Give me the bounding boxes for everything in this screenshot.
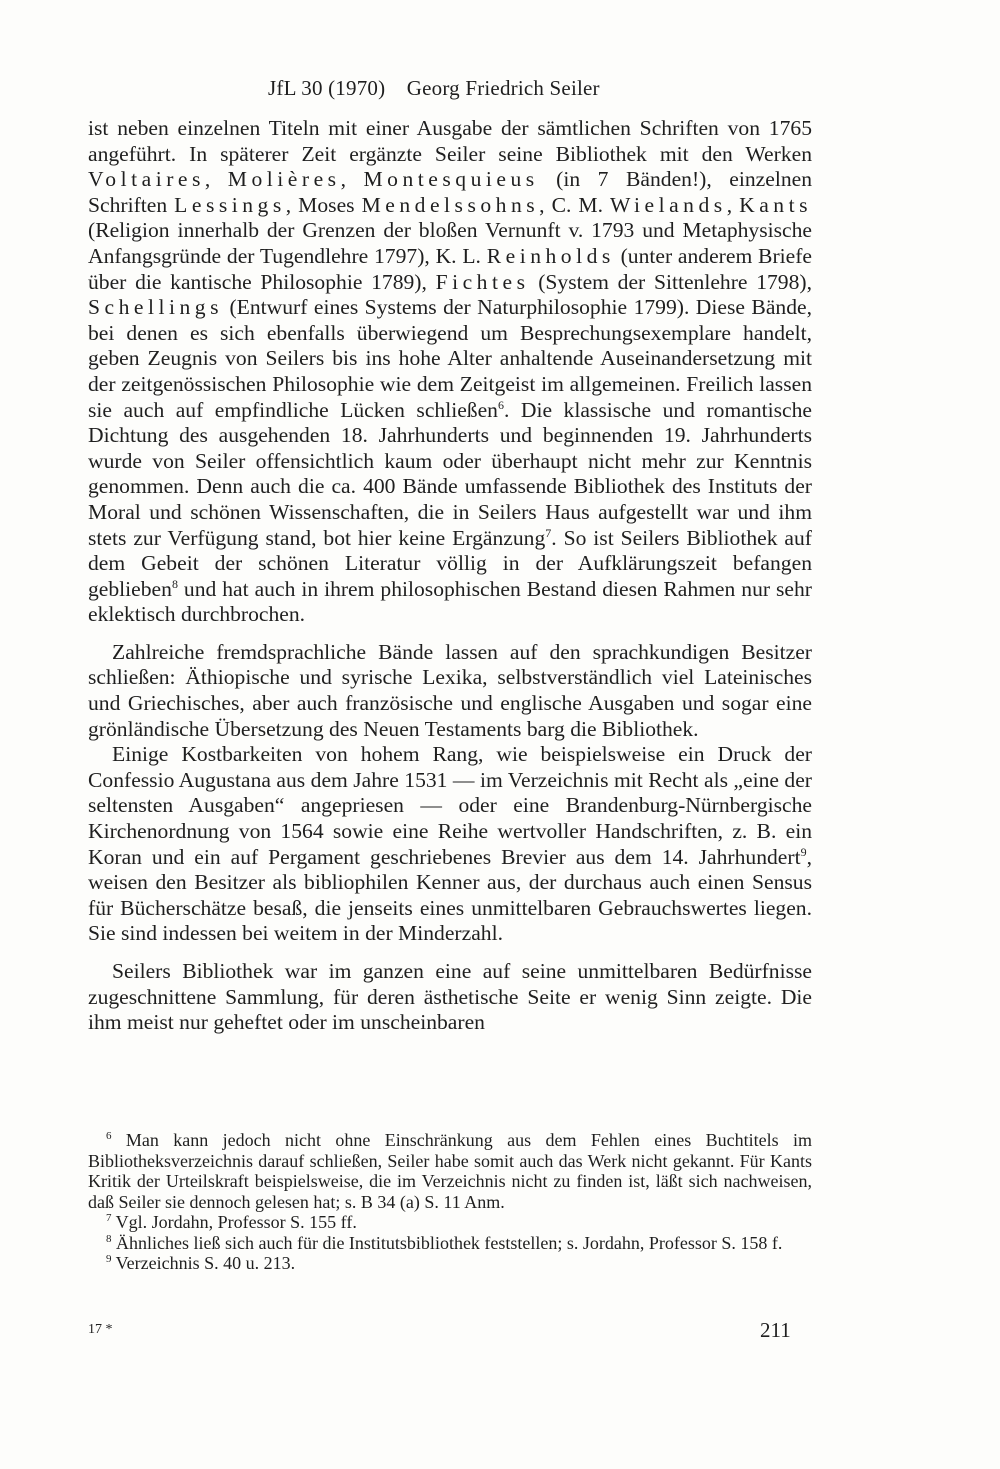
spaced-name-lessing: Lessings: [174, 192, 286, 217]
text-run: (unter anderem Briefe über die kantische Philosophie 1789),: [88, 243, 812, 294]
footnote-7: [88, 1212, 812, 1233]
footnotes: [88, 1130, 812, 1274]
footnote-ref-8: 8: [171, 576, 178, 591]
text-run: ,: [340, 167, 364, 192]
paragraph-2: Zahlreiche fremdsprachliche Bände lassen auf den sprachkundigen Besitzer schließen: Äthiopische und syrische Lexika, selbstverständlich viel Lateinisches und Griechisches, aber auch französische und englische Ausgaben und sogar eine grönländische Übersetzung des Neuen Testaments barg die Bibliothek.: [88, 639, 812, 741]
spaced-name-montesquieu: Montesquieus: [363, 167, 539, 192]
journal-reference: JfL 30 (1970): [268, 76, 386, 100]
text-run: , C. M.: [539, 192, 610, 217]
text-run: , weisen den Besitzer als bibliophilen Kenner aus, der durchaus auch einen Sensus für Bücherschätze besaß, die jenseits eines unmittelbaren Gebrauchswertes liegen. Sie sind indessen bei weitem in der Minderzahl.: [88, 844, 812, 946]
spaced-name-moliere: Molières: [227, 167, 341, 192]
running-header: [268, 76, 600, 101]
text-run: . So ist Seilers Bibliothek auf dem Gebeit der schönen Literatur völlig in der Aufklärungszeit befangen geblieben: [88, 525, 812, 601]
paragraph-1: [88, 116, 812, 628]
footnote-mark: 6: [106, 1130, 112, 1142]
text-run: (System der Sittenlehre 1798),: [529, 269, 812, 294]
footnote-ref-9: 9: [800, 844, 807, 859]
footnote-mark: 8: [106, 1232, 112, 1245]
text-run: (Entwurf eines Systems der Naturphilosophie 1799). Diese Bände, bei denen es sich ebenfalls überwiegend um Besprechungsexemplare handelt, geben Zeugnis von Seilers bis ins hohe Alter anhaltende Auseinandersetzung mit der zeitgenössischen Philosophie wie dem Zeitgeist im allgemeinen. Freilich lassen sie auch auf empfindliche Lücken schließen: [88, 295, 812, 422]
article-author: Georg Friedrich Seiler: [406, 76, 600, 100]
page-number: 211: [760, 1318, 791, 1342]
spaced-name-schelling: Schellings: [88, 295, 223, 320]
text-run: (Religion innerhalb der Grenzen der bloßen Vernunft v. 1793 und Metaphysische Anfangsgründe der Tugendlehre 1797), K. L.: [88, 218, 812, 268]
spaced-name-wieland: Wielands: [610, 192, 727, 217]
spaced-name-mendelssohn: Mendelssohns: [361, 192, 540, 217]
footnote-9: [88, 1253, 812, 1274]
footnote-8: [88, 1233, 812, 1254]
paragraph-4: Seilers Bibliothek war im ganzen eine auf seine unmittelbaren Bedürfnisse zugeschnittene Sammlung, für deren ästhetische Seite er wenig Sinn zeigte. Die ihm meist nur geheftet oder im unscheinbaren: [88, 959, 812, 1035]
text-run: ,: [726, 192, 740, 217]
footnote-text: Man kann jedoch nicht ohne Einschränkung aus dem Fehlen eines Buchtitels im Bibliotheksverzeichnis darauf schließen, Seiler habe somit auch das Werk nicht gekannt. Für Kants Kritik der Urteilskraft beispielsweise, die im Verzeichnis nicht zu finden ist, läßt sich nachweisen, daß Seiler sie dennoch gelesen hat; s. B 34 (a) S. 11 Anm.: [88, 1130, 812, 1212]
main-text: [88, 116, 812, 1036]
text-run: und hat auch in ihrem philosophischen Bestand diesen Rahmen nur sehr eklektisch durchbrochen.: [88, 576, 812, 627]
footnote-mark: 9: [106, 1253, 112, 1265]
spaced-name-voltaire: Voltaires: [88, 167, 205, 192]
text-run: . Die klassische und romantische Dichtung des ausgehenden 18. Jahrhunderts und beginnenden 19. Jahrhunderts wurde von Seiler offensichtlich kaum oder überhaupt nicht mehr zur Kenntnis genommen. Denn auch die ca. 400 Bände umfassende Bibliothek des Instituts der Moral und schönen Wissenschaften, die in Seilers Haus aufgestellt war und ihm stets zur Verfügung stand, bot hier keine Ergänzung: [88, 397, 812, 550]
text-run: ist neben einzelnen Titeln mit einer Ausgabe der sämtlichen Schriften von 1765 angeführt. In späterer Zeit ergänzte Seiler seine Bibliothek mit den Werken: [88, 116, 812, 166]
text-run: ,: [204, 167, 228, 192]
footnote-ref-7: 7: [545, 525, 552, 540]
footnote-text: Verzeichnis S. 40 u. 213.: [111, 1253, 296, 1273]
text-run: , Moses: [285, 192, 362, 217]
footnote-text: Ähnliches ließ sich auch für die Institutsbibliothek feststellen; s. Jordahn, Professor S. 158 f.: [111, 1232, 783, 1253]
printer-signature: 17 *: [88, 1322, 113, 1337]
footnote-text: Vgl. Jordahn, Professor S. 155 ff.: [111, 1212, 357, 1232]
spaced-name-fichte: Fichtes: [435, 269, 530, 294]
text-run: (in 7 Bänden!), einzelnen Schriften: [88, 167, 812, 217]
paragraph-3: [88, 742, 812, 947]
spaced-name-kant: Kants: [739, 192, 812, 217]
footnote-ref-6: 6: [497, 397, 504, 412]
footnote-mark: 7: [106, 1212, 112, 1224]
spaced-name-reinhold: Reinholds: [486, 243, 615, 268]
text-run: Einige Kostbarkeiten von hohem Rang, wie beispielsweise ein Druck der Confessio Augustana aus dem Jahre 1531 — im Verzeichnis mit Recht als „eine der seltensten Ausgaben“ angepriesen — oder eine Brandenburg-Nürnbergische Kirchenordnung von 1564 sowie eine Reihe wertvoller Handschriften, z. B. ein Koran und ein auf Pergament geschriebenes Brevier aus dem 14. Jahrhundert: [88, 742, 812, 869]
footnote-6: [88, 1130, 812, 1212]
